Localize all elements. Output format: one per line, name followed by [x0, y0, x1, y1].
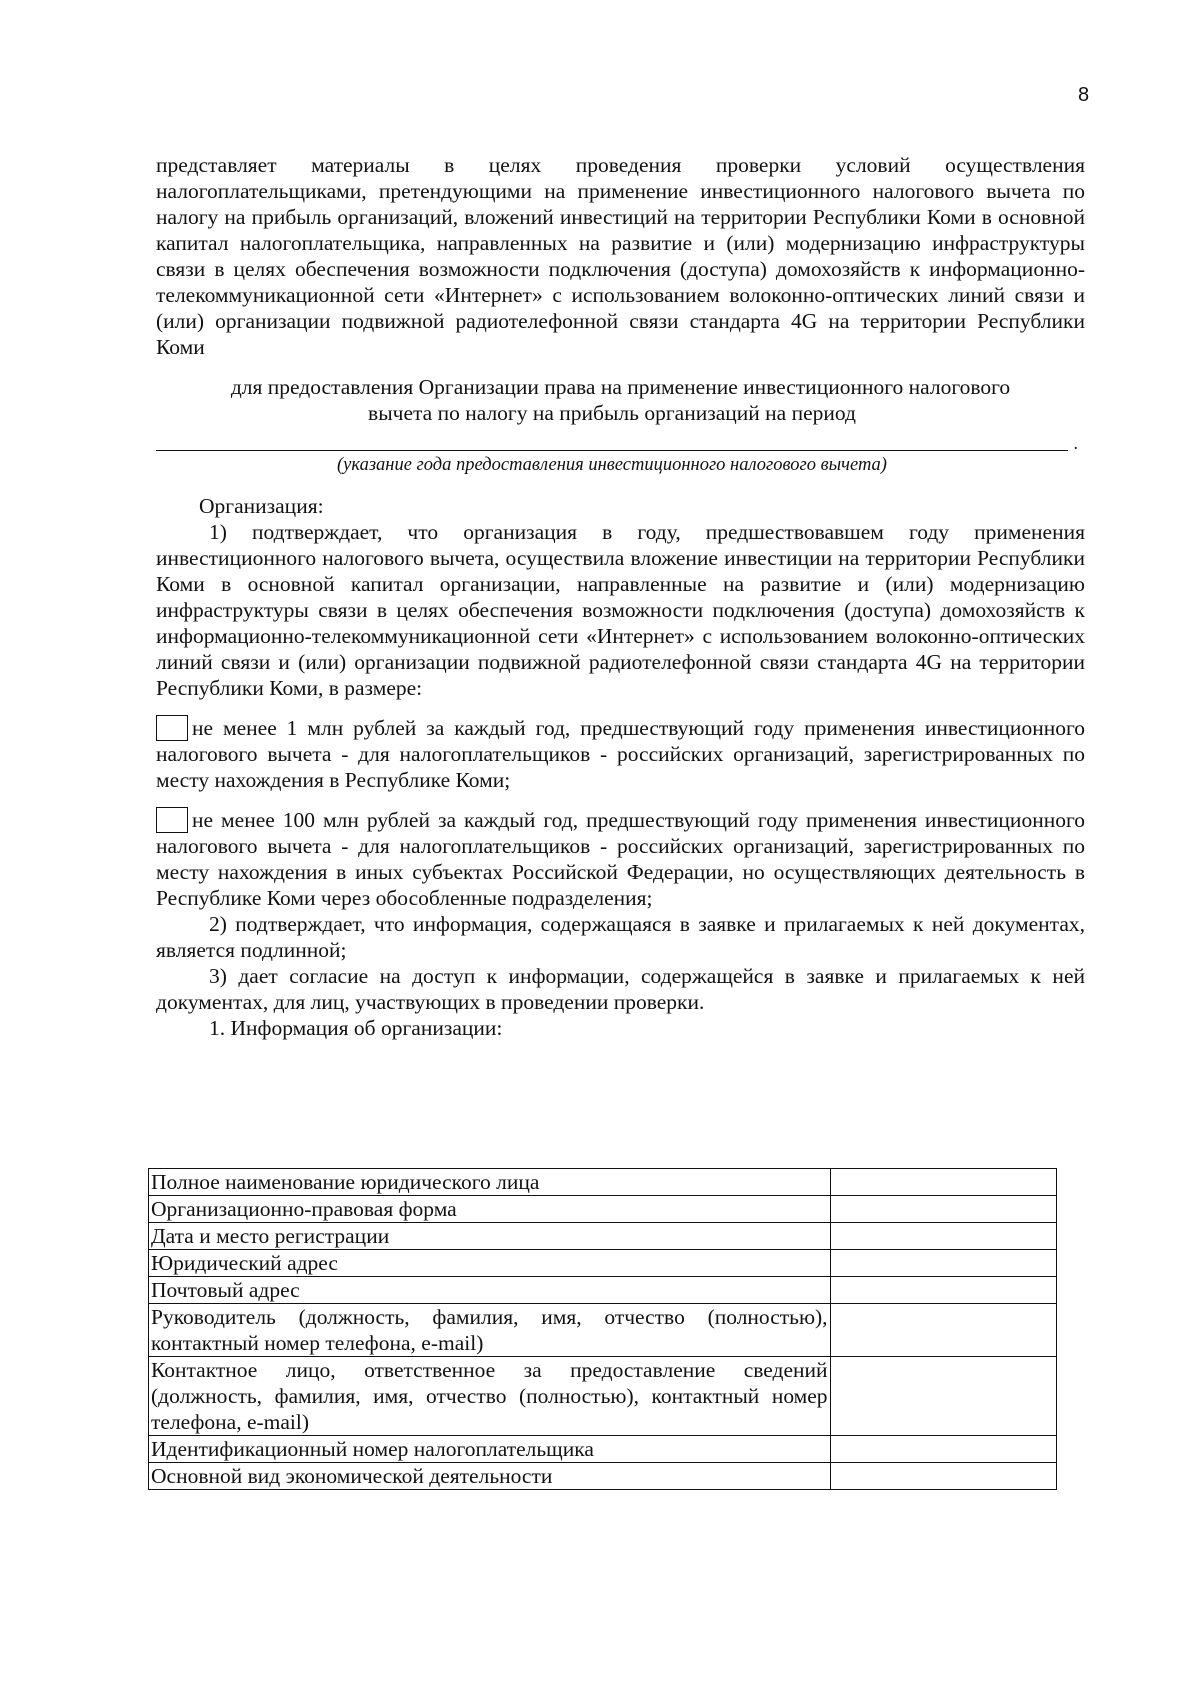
- organization-info-table: [148, 1168, 1057, 1490]
- table-row: [149, 1357, 1057, 1436]
- item-3: 3) дает согласие на доступ к информации, содержащейся в заявке и прилагаемых к ней документах, для лиц, участвующих в проведении проверки.: [156, 964, 1085, 1014]
- option-2: [156, 807, 1085, 911]
- table-row-label: Почтовый адрес: [149, 1277, 831, 1304]
- purpose-line-2: вычета по налогу на прибыль организаций на период: [368, 401, 856, 425]
- year-input-line[interactable]: [156, 433, 1078, 453]
- option-1: [156, 715, 1085, 793]
- table-row-value[interactable]: [830, 1169, 1056, 1196]
- option-1-text: не менее 1 млн рублей за каждый год, предшествующий году применения инвестиционного налогового вычета - для налогоплательщиков - российских организаций, зарегистрированных по месту нахождения в Республике Коми;: [156, 716, 1085, 792]
- table-row-label: Руководитель (должность, фамилия, имя, отчество (полностью), контактный номер телефона, e-mail): [149, 1304, 831, 1357]
- table-row-label: Юридический адрес: [149, 1250, 831, 1277]
- organization-info-table-body: [149, 1169, 1057, 1490]
- organization-label: Организация:: [199, 494, 324, 518]
- table-row: [149, 1169, 1057, 1196]
- intro-paragraph: представляет материалы в целях проведения проверки условий осуществления налогоплательщиками, претендующими на применение инвестиционного налогового вычета по налогу на прибыль организаций, вложений инвестиций на территории Республики Коми в основной капитал налогоплательщика, направленных на развитие и (или) модернизацию инфраструктуры связи в целях обеспечения возможности подключения (доступа) домохозяйств к информационно-телекоммуникационной сети «Интернет» с использованием волоконно-оптических линий связи и (или) организации подвижной радиотелефонной связи стандарта 4G на территории Республики Коми: [156, 153, 1085, 359]
- table-row-value[interactable]: [830, 1304, 1056, 1357]
- table-row-value[interactable]: [830, 1250, 1056, 1277]
- table-row: [149, 1304, 1057, 1357]
- option-2-checkbox[interactable]: [156, 807, 188, 833]
- option-1-checkbox[interactable]: [156, 715, 188, 741]
- table-row-label: Идентификационный номер налогоплательщика: [149, 1436, 831, 1463]
- option-2-text: не менее 100 млн рублей за каждый год, предшествующий году применения инвестиционного налогового вычета - для налогоплательщиков - российских организаций, зарегистрированных по месту нахождения в иных субъектах Российской Федерации, но осуществляющих деятельность в Республике Коми через обособленные подразделения;: [156, 808, 1085, 910]
- table-row-value[interactable]: [830, 1463, 1056, 1490]
- table-row-value[interactable]: [830, 1223, 1056, 1250]
- table-row-value[interactable]: [830, 1277, 1056, 1304]
- document-body: [156, 152, 1085, 1041]
- item-2: 2) подтверждает, что информация, содержащаяся в заявке и прилагаемых к ней документах, является подлинной;: [156, 912, 1085, 962]
- table-row: [149, 1196, 1057, 1223]
- purpose-line-1: для предоставления Организации права на применение инвестиционного налогового: [230, 375, 1011, 399]
- table-row: [149, 1436, 1057, 1463]
- table-row-label: Контактное лицо, ответственное за предоставление сведений (должность, фамилия, имя, отчество (полностью), контактный номер телефона, e-mail): [149, 1357, 831, 1436]
- table-row-value[interactable]: [830, 1196, 1056, 1223]
- table-row: [149, 1277, 1057, 1304]
- line-end-dot: .: [1073, 433, 1078, 453]
- table-row-label: Полное наименование юридического лица: [149, 1169, 831, 1196]
- table-row: [149, 1223, 1057, 1250]
- year-caption: (указание года предоставления инвестиционного налогового вычета): [337, 455, 887, 475]
- table-row-label: Дата и место регистрации: [149, 1223, 831, 1250]
- table-row-value[interactable]: [830, 1436, 1056, 1463]
- page-number: 8: [1078, 84, 1090, 106]
- table-row: [149, 1250, 1057, 1277]
- section-1-title: 1. Информация об организации:: [209, 1016, 503, 1040]
- table-row-value[interactable]: [830, 1357, 1056, 1436]
- table-row-label: Основной вид экономической деятельности: [149, 1463, 831, 1490]
- item-1: 1) подтверждает, что организация в году, предшествовавшем году применения инвестиционного налогового вычета, осуществила вложение инвестиции на территории Республики Коми в основной капитал организации, направленные на развитие и (или) модернизацию инфраструктуры связи в целях обеспечения возможности подключения (доступа) домохозяйств к информационно-телекоммуникационной сети «Интернет» с использованием волоконно-оптических линий связи и (или) организации подвижной радиотелефонной связи стандарта 4G на территории Республики Коми, в размере:: [156, 520, 1085, 700]
- table-row-label: Организационно-правовая форма: [149, 1196, 831, 1223]
- table-row: [149, 1463, 1057, 1490]
